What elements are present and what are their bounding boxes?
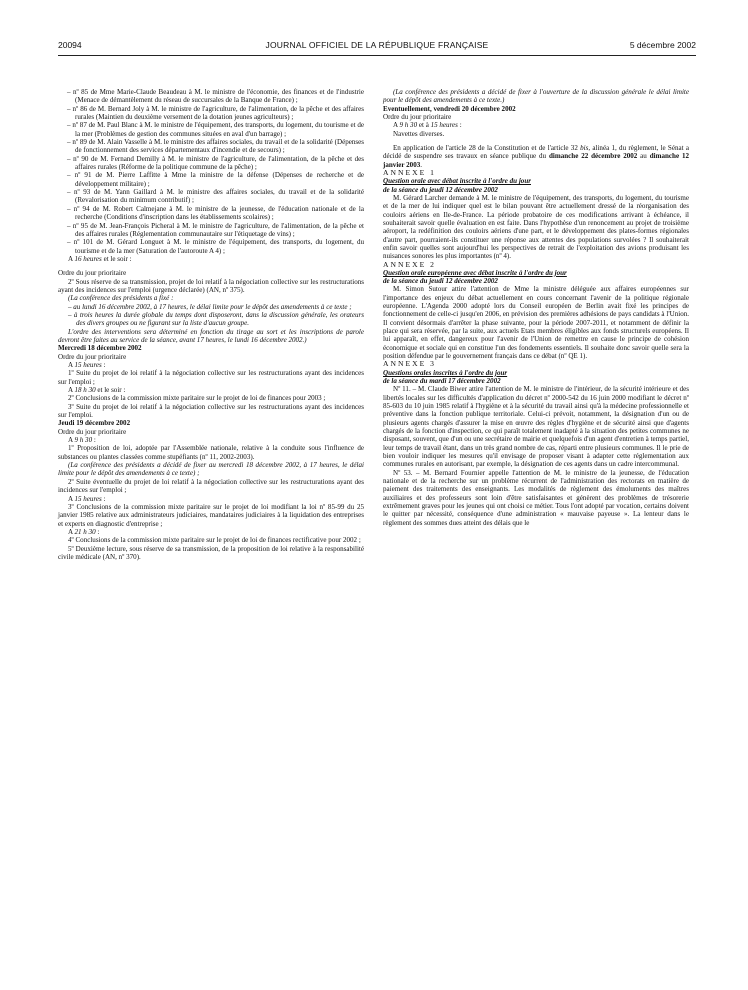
- issue-date: 5 décembre 2002: [629, 40, 696, 50]
- annex-heading: ANNEXE 3: [383, 359, 436, 369]
- conference-note: (La conférence des présidents a fixé :: [68, 294, 174, 303]
- agenda-item: 3º Conclusions de la commission mixte paritaire sur le projet de loi modifiant la loi nº 85-99 du 25 janvier 1985 relative aux administrateurs judiciaires, mandataires judiciaires à la liquidation des entreprises et experts en diagnostic d'entreprise ;: [58, 502, 364, 528]
- agenda-item: 3º Suite du projet de loi relatif à la négociation collective sur les restructurations ayant des incidences sur l'emploi.: [58, 402, 364, 420]
- page-header: [58, 40, 696, 54]
- list-item: – nº 94 de M. Robert Calmejane à M. le ministre de la jeunesse, de l'éducation nationale et de la recherche (Conditions d'inscription dans les établissements scolaires) ;: [67, 204, 364, 222]
- list-item: – nº 85 de Mme Marie-Claude Beaudeau à M. le ministre de l'économie, des finances et de l'industrie (Menace de démantèlement du réseau de succursales de la Banque de France) ;: [67, 88, 364, 105]
- annex-text: Nº 53. – M. Bernard Fournier appelle l'attention de M. le ministre de la jeunesse, de l'éducation nationale et de la recherche sur un problème récurrent de l'administration des rectorats en matière de paiement des traitements des enseignants. Les modalités de règlement des émoluments des maîtres auxiliaires et des professeurs sont loin d'être satisfaisantes et génèrent des problèmes de trésorerie extrêmement graves pour les jeunes qui ont choisi ce métier. Tous l'ont adopté par vocation, certains doivent le quitter par nécessité, conséquence d'une administration « mauvaise payeuse ». La lenteur dans le règlement des sommes dues atteint des délais que le: [383, 468, 689, 527]
- time-line: A 18 h 30 et le soir :: [68, 386, 126, 395]
- conference-note: (La conférence des présidents a décidé de fixer à l'ouverture de la discussion générale le délai limite pour le dépôt des amendements à ce texte.): [383, 88, 689, 105]
- list-item: – nº 86 de M. Bernard Joly à M. le ministre de l'agriculture, de l'alimentation, de la pêche et des affaires rurales (Maintien du deuxième versement de la dotation jeunes agriculteurs) ;: [67, 104, 364, 122]
- conference-note-item: – à trois heures la durée globale du temps dont disposeront, dans la discussion générale, les orateurs des divers groupes ou ne figurant sur la liste d'aucun groupe.: [68, 310, 364, 328]
- annex-title: Question orale avec débat inscrite à l'ordre du jour de la séance du jeudi 12 décembre 2002: [383, 177, 531, 194]
- list-item: – nº 87 de M. Paul Blanc à M. le ministre de l'équipement, des transports, du logement, du tourisme et de la mer (Problèmes de gestion des communes situées en aval d'un barrage) ;: [67, 121, 364, 138]
- list-item: – nº 95 de M. Jean-François Picheral à M. le ministre de l'agriculture, de l'alimentation, de la pêche et des affaires rurales (Réglementation communautaire sur l'étiquetage de vins) ;: [67, 221, 364, 238]
- question-list: [58, 88, 364, 255]
- annex-text: Nº 11. – M. Claude Biwer attire l'attention de M. le ministre de l'intérieur, de la sécurité intérieure et des libertés locales sur les difficultés d'application du décret nº 2000-542 du 16 juin 2000 modifiant le décret nº 85-603 du 10 juin 1985 relatif à l'hygiène et à la sécurité du travail ainsi qu'à la médecine professionnelle et préventive dans la fonction publique territoriale. Celui-ci prévoit, notamment, la désignation d'un ou de plusieurs agents chargés d'assurer la mise en œuvre des règles d'hygiène et de sécurité ainsi que d'agents chargés de la fonction d'inspection, ce qui paraît totalement inadapté à la situation des petites communes ne disposant, souvent, que d'un ou une secrétaire de mairie et quelquefois d'un agent d'entretien à temps partiel, leur temps de travail étant, dans un très grand nombre de cas, réparti entre plusieurs communes. Il le prie de bien vouloir indiquer les mesures qu'il envisage de proposer visant à adapter cette réglementation aux communes rurales en autorisant, par exemple, la désignation de ces agents dans un cadre intercommunal.: [383, 385, 689, 469]
- list-item: – nº 93 de M. Yann Gaillard à M. le ministre des affaires sociales, du travail et de la solidarité (Revalorisation du minimum contributif) ;: [67, 188, 364, 205]
- annex-heading: ANNEXE 2: [383, 259, 436, 269]
- annex-heading: ANNEXE 1: [383, 168, 436, 178]
- annex-text: M. Gérard Larcher demande à M. le ministre de l'équipement, des transports, du logement, du tourisme et de la mer de lui indiquer quel est le bilan pouvant être actuellement dressé de la réorganisation des couloirs aériens en Ile-de-France. La période probatoire de ces modifications arrivant à échéance, il souhaiterait savoir quelle évaluation en est faite. Dans l'hypothèse d'un renoncement au projet de troisième aéroport, la redéfinition des couloirs aériens d'une part, et le développement des plates-formes régionales d'autre part, pourraient-ils constituer une réponse aux attentes des populations survolées ? Il souhaiterait enfin savoir quelles sont aujourd'hui les perspectives de retrait de l'exploitation des avions produisant les nuisances sonores les plus importantes (nº 4).: [383, 193, 689, 261]
- conference-note-item: – au lundi 16 décembre 2002, à 17 heures, le délai limite pour le dépôt des amendements à ce texte ;: [68, 302, 352, 311]
- list-item: – nº 90 de M. Fernand Demilly à M. le ministre de l'agriculture, de l'alimentation, de la pêche et des affaires rurales (Réforme de la politique commune de la pêche) ;: [67, 154, 364, 172]
- journal-title: JOURNAL OFFICIEL DE LA RÉPUBLIQUE FRANÇAISE: [265, 40, 489, 50]
- conference-note: (La conférence des présidents a décidé de fixer au mercredi 18 décembre 2002, à 17 heures, le délai limite pour le dépôt des amendements à ce texte) ;: [58, 461, 364, 478]
- header-rule: [58, 55, 696, 56]
- agenda-item: 4º Conclusions de la commission mixte paritaire sur le projet de loi de finances rectificative pour 2002 ;: [68, 536, 361, 545]
- section-subtitle: Ordre du jour prioritaire: [58, 269, 127, 278]
- day-heading: Jeudi 19 décembre 2002: [58, 419, 131, 428]
- agenda-item: 1º Proposition de loi, adoptée par l'Assemblée nationale, relative à la conduite sous l'influence de substances ou plantes classées comme stupéfiants (nº 11, 2002-2003).: [58, 444, 364, 461]
- right-column: [383, 88, 689, 527]
- agenda-item: 2º Suite éventuelle du projet de loi relatif à la négociation collective sur les restructurations ayant des incidences sur l'emploi ;: [58, 477, 364, 495]
- conference-note: L'ordre des interventions sera déterminé en fonction du tirage au sort et les inscriptions de parole devront être faites au service de la séance, avant 17 heures, le lundi 16 décembre 2002.): [58, 327, 364, 344]
- list-item: – nº 89 de M. Alain Vasselle à M. le ministre des affaires sociales, du travail et de la solidarité (Dépenses de fonctionnement des services départementaux d'incendie et de secours) ;: [67, 138, 364, 155]
- section-subtitle: Ordre du jour prioritaire: [383, 113, 452, 122]
- day-heading: Eventuellement, vendredi 20 décembre 2002: [383, 104, 516, 113]
- list-item: – nº 101 de M. Gérard Longuet à M. le ministre de l'équipement, des transports, du logement, du tourisme et de la mer (Saturation de l'autoroute A 4) ;: [67, 238, 364, 255]
- section-subtitle: Ordre du jour prioritaire: [58, 352, 127, 361]
- annex-text: M. Simon Sutour attire l'attention de Mme la ministre déléguée aux affaires européennes sur l'importance des enjeux du débat actuellement en cours concernant l'avenir de la politique régionale européenne. L'Agenda 2000 adopté lors du Conseil européen de Berlin avait fixé les principes de fonctionnement de celle-ci jusqu'en 2006, en prévision des premières adhésions de pays candidats à l'Union. Il convient désormais d'arrêter la phase suivante, pour la période 2007-2011, et notamment de définir la place qui sera réservée, par la suite, aux actuels Etats membres éligibles aux fonds structurels européens. Il lui apparaît, en effet, dangereux pour l'avenir de l'Union de remettre en cause le principe de cohésion économique et sociale qui en constitue l'un des fondements essentiels. Il souhaite donc savoir quelle sera la position défendue par le gouvernement français dans ce débat (nº QE 1).: [383, 285, 689, 361]
- page-number: 20094: [58, 40, 82, 50]
- time-line: A 16 heures et le soir :: [68, 254, 132, 263]
- time-line: A 21 h 30 :: [68, 527, 100, 536]
- list-item: – nº 91 de M. Pierre Laffitte à Mme la ministre de la défense (Dépenses de recherche et de développement militaire) ;: [67, 171, 364, 188]
- suspension-notice: En application de l'article 28 de la Constitution et de l'article 32 bis, alinéa 1, du règlement, le Sénat a décidé de suspendre ses travaux en séance publique du dimanche 22 décembre 2002 au dimanche 12 janvier 2003.: [383, 144, 689, 169]
- agenda-item: 5º Deuxième lecture, sous réserve de sa transmission, de la proposition de loi relative à la responsabilité civile médicale (AN, nº 370).: [58, 544, 364, 561]
- annex-title: Questions orales inscrites à l'ordre du jour de la séance du mardi 17 décembre 2002: [383, 368, 508, 385]
- time-line: A 15 heures :: [68, 361, 106, 369]
- agenda-item: 1º Suite du projet de loi relatif à la négociation collective sur les restructurations ayant des incidences sur l'emploi ;: [58, 369, 364, 386]
- time-line: A 9 h 30 :: [68, 436, 96, 445]
- annex-title: Question orale européenne avec débat inscrite à l'ordre du jour de la séance du jeudi 12 décembre 2002: [383, 268, 567, 286]
- day-heading: Mercredi 18 décembre 2002: [58, 344, 142, 353]
- agenda-item: 2º Conclusions de la commission mixte paritaire sur le projet de loi de finances pour 2003 ;: [68, 394, 326, 403]
- agenda-item: Navettes diverses.: [393, 129, 445, 138]
- time-line: A 9 h 30 et à 15 heures :: [393, 121, 462, 130]
- agenda-item: 2º Sous réserve de sa transmission, projet de loi relatif à la négociation collective sur les restructurations ayant des incidences sur l'emploi (urgence déclarée) (AN, nº 375).: [58, 277, 364, 294]
- left-column: [58, 88, 364, 561]
- time-line: A 15 heures :: [68, 494, 106, 503]
- section-subtitle: Ordre du jour prioritaire: [58, 427, 127, 436]
